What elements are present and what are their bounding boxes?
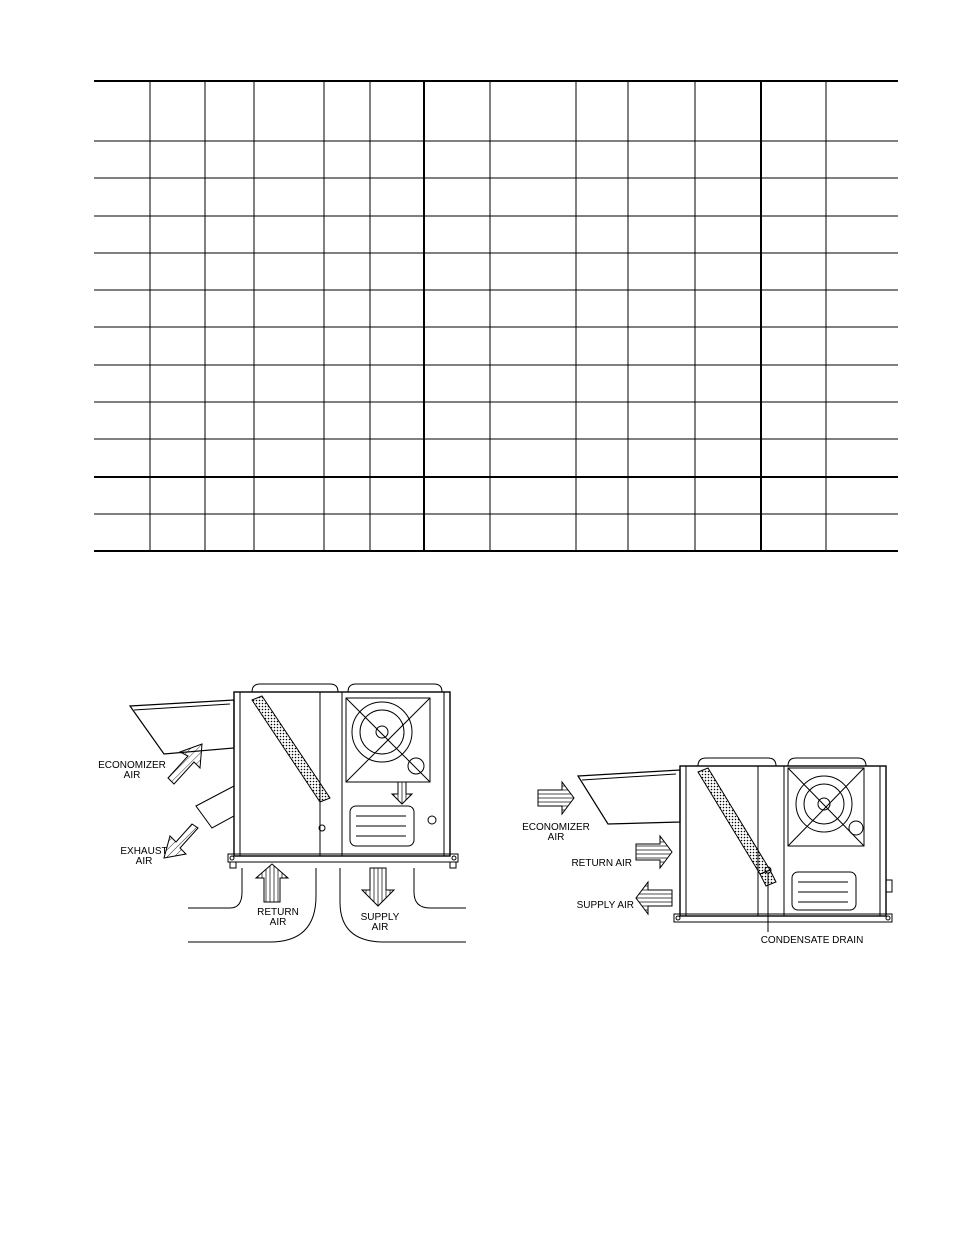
access-port (428, 816, 436, 824)
foot (230, 862, 236, 868)
data-table-grid (94, 80, 898, 552)
rail-bolt (230, 856, 234, 860)
economizer-hood (130, 700, 234, 754)
economizer-air-label-line2: AIR (547, 832, 565, 843)
filter-rack (252, 696, 330, 802)
blower-wheel-icon (352, 702, 412, 762)
supply-air-arrow-icon (636, 882, 672, 914)
blower-wheel-inner (804, 784, 844, 824)
blower-hub (818, 798, 830, 810)
heat-exchanger (792, 872, 856, 910)
foot (450, 862, 456, 868)
roof-cover (252, 684, 338, 692)
internal-airflow-arrow-icon (392, 782, 412, 804)
rail-bolt (452, 856, 456, 860)
return-air-arrow-icon (636, 836, 672, 868)
base-rail (228, 854, 458, 862)
supply-air-arrow-icon (362, 868, 394, 906)
return-air-arrow-icon (256, 864, 288, 902)
exhaust-air-arrow-icon (164, 824, 198, 858)
exhaust-hood (196, 786, 234, 828)
return-air-label: RETURN AIR (571, 858, 632, 869)
blower-hub (376, 726, 388, 738)
supply-air-label: SUPPLY AIR (576, 900, 634, 911)
economizer-hood (578, 770, 680, 824)
rail-bolt (676, 916, 680, 920)
roof-cover (698, 758, 776, 766)
economizer-air-label-line2: AIR (123, 770, 141, 781)
motor-icon (408, 758, 424, 774)
economizer-vertical-diagram (84, 678, 474, 950)
heat-exchanger-tube (798, 882, 848, 902)
return-duct (188, 868, 316, 942)
economizer-air-arrow-icon (538, 782, 574, 814)
blower-wheel-inner (360, 710, 404, 754)
supply-duct (414, 868, 466, 908)
motor-icon (849, 821, 863, 835)
supply-air-label-line2: AIR (371, 922, 389, 933)
roof-cover (788, 758, 866, 766)
return-air-label: RETURN (257, 907, 299, 918)
supply-air-label: SUPPLY (360, 912, 400, 923)
economizer-air-arrow-icon (168, 744, 202, 784)
filter-rack (698, 768, 770, 874)
roof-cover (348, 684, 442, 692)
rail-bolt (886, 916, 890, 920)
base-rail (674, 914, 892, 922)
heat-exchanger-tube (356, 816, 406, 836)
exhaust-air-label: EXHAUST (120, 846, 168, 857)
supply-duct (340, 868, 466, 942)
economizer-horizontal-diagram (512, 752, 902, 952)
side-flue (886, 880, 892, 892)
return-duct (188, 868, 242, 908)
economizer-air-label: ECONOMIZER (98, 760, 166, 771)
economizer-air-label: ECONOMIZER (522, 822, 590, 833)
return-air-label-line2: AIR (269, 917, 287, 928)
exhaust-air-label-line2: AIR (135, 856, 153, 867)
condensate-drain-label: CONDENSATE DRAIN (760, 935, 864, 946)
